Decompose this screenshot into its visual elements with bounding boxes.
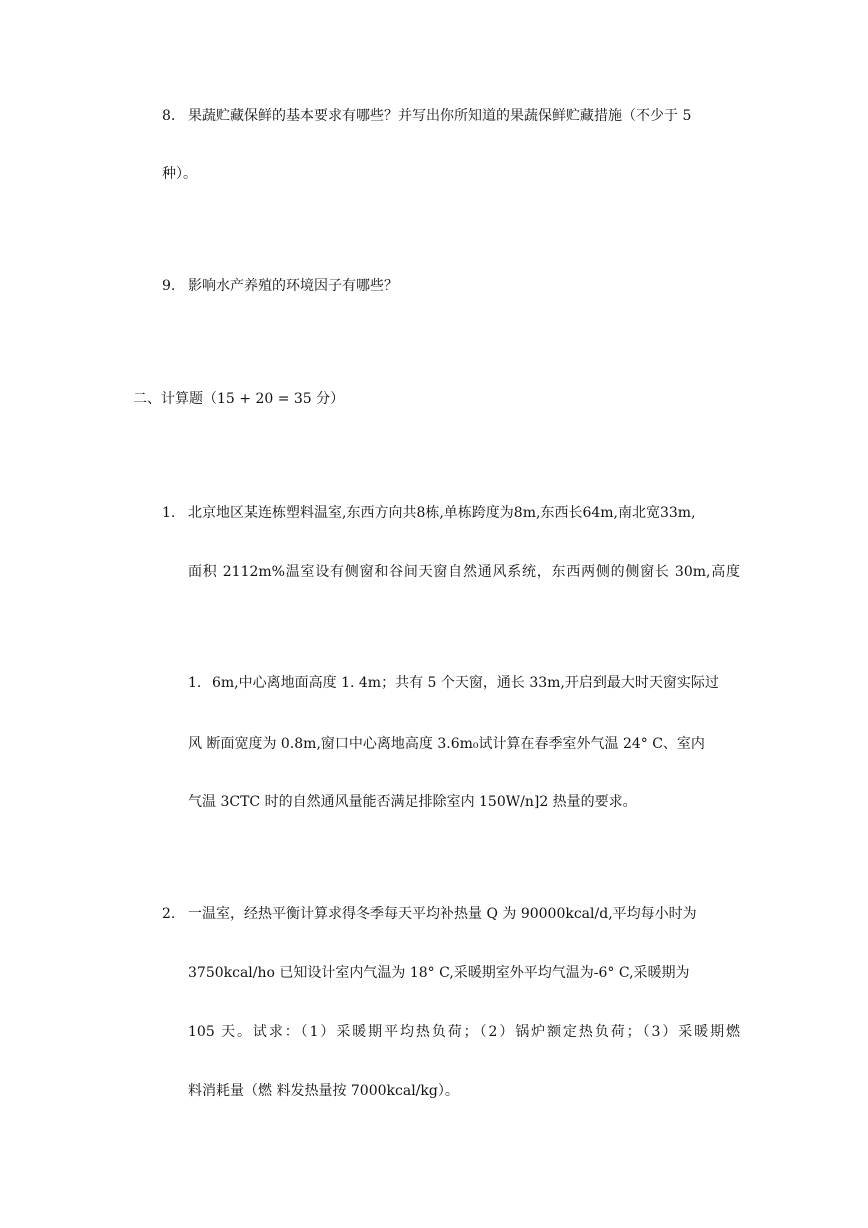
calc1-line-3 xyxy=(188,673,740,693)
calc1-text-3: 6m,中心离地面高度 1. 4m；共有 5 个天窗，通长 33m,开启到最大时天窗实际过 xyxy=(212,675,719,691)
section-heading: 二、计算题（15 + 20 = 35 分） xyxy=(133,391,345,407)
calc2-line-2: 3750kcal/ho 已知设计室内气温为 18° C,采暖期室外平均气温为-6° C,采暖期为 xyxy=(188,965,690,981)
q8-line-1 xyxy=(162,106,740,126)
calc2-line-1 xyxy=(162,904,740,924)
calc2-line-3: 105 天。试求：（1）采暖期平均热负荷；（2）锅炉额定热负荷；（3）采暖期燃 xyxy=(188,1024,740,1040)
q9-number: 9. xyxy=(162,278,176,294)
q8-text-1: 果蔬贮藏保鲜的基本要求有哪些？并写出你所知道的果蔬保鲜贮藏措施（不少于 5 xyxy=(188,108,692,124)
calc1-line3-number: 1. xyxy=(188,675,202,691)
calc1-number: 1. xyxy=(162,505,176,521)
q8-number: 8. xyxy=(162,108,176,124)
calc1-line-1 xyxy=(162,503,740,523)
calc1-line-2: 面积 2112m%温室设有侧窗和谷间天窗自然通风系统，东西两侧的侧窗长 30m,高度 xyxy=(188,564,740,580)
calc1-text-1: 北京地区某连栋塑料温室,东西方向共8栋,单栋跨度为8m,东西长64m,南北宽33m, xyxy=(188,505,696,521)
calc2-line-4: 料消耗量（燃 料发热量按 7000kcal/kg）。 xyxy=(188,1083,459,1099)
q9-text: 影响水产养殖的环境因子有哪些？ xyxy=(188,278,398,294)
calc2-text-1: 一温室，经热平衡计算求得冬季每天平均补热量 Q 为 90000kcal/d,平均每小时为 xyxy=(188,906,697,922)
calc1-line-5: 气温 3CTC 时的自然通风量能否满足排除室内 150W/n]2 热量的要求。 xyxy=(188,794,637,810)
calc2-number: 2. xyxy=(162,906,176,922)
calc1-line-4: 风 断面宽度为 0.8m,窗口中心离地高度 3.6m₀试计算在春季室外气温 24° C、室内 xyxy=(188,736,705,752)
q8-line-2: 种）。 xyxy=(162,166,197,182)
q9-line xyxy=(162,276,398,296)
